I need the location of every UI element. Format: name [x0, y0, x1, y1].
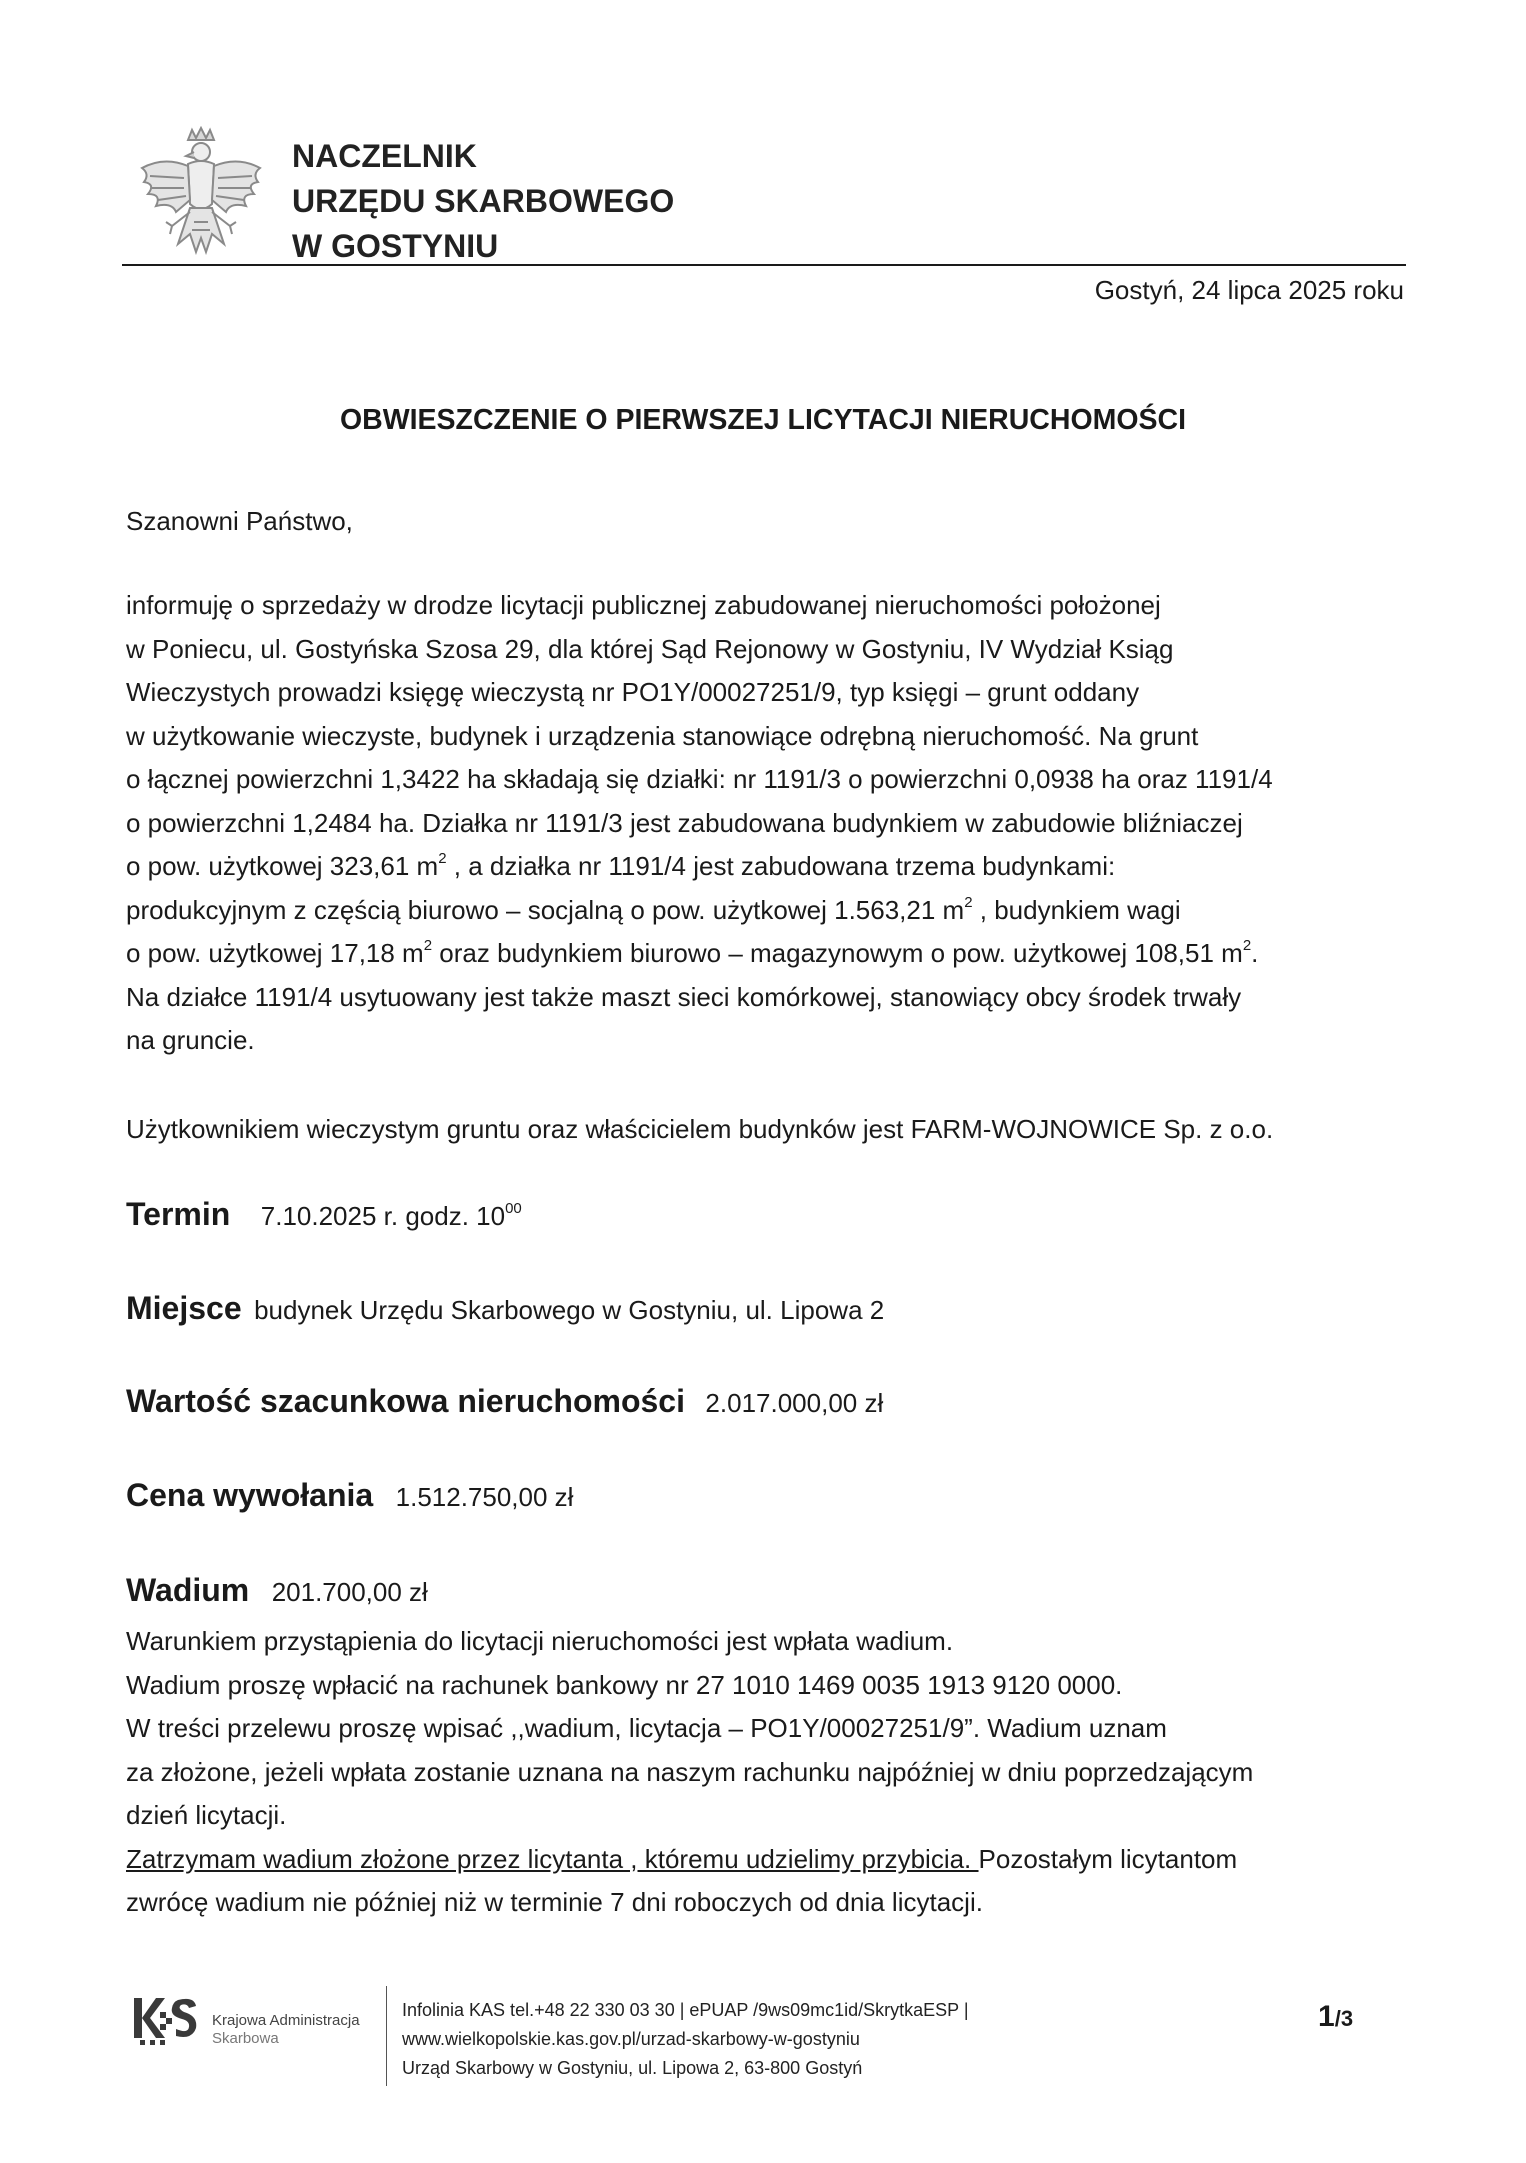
paragraph-line: w użytkowanie wieczyste, budynek i urządzenia stanowiące odrębną nieruchomość. Na grunt — [126, 720, 1199, 751]
owner-statement: Użytkownikiem wieczystym gruntu oraz właścicielem budynków jest FARM-WOJNOWICE Sp. z o.o. — [126, 1114, 1274, 1144]
header-divider — [122, 264, 1406, 266]
main-paragraph — [126, 584, 1273, 1063]
office-line-1: NACZELNIK — [292, 138, 477, 174]
field-value: 2.017.000,00 zł — [705, 1388, 884, 1418]
paragraph-line: W treści przelewu proszę wpisać ,,wadium, licytacja – PO1Y/00027251/9”. Wadium uznam — [126, 1713, 1167, 1743]
paragraph-line: Na działce 1191/4 usytuowany jest także maszt sieci komórkowej, stanowiący obcy środek trwały — [126, 981, 1242, 1012]
paragraph-line: o pow. użytkowej 323,61 $m^2$ , a działka nr 1191/4 jest zabudowana trzema budynkami: — [126, 850, 1116, 881]
paragraph-line: o łącznej powierzchni 1,3422 ha składają się działki: nr 1191/3 o powierzchni 0,0938 ha oraz 1191/4 — [126, 764, 1273, 794]
field-label: Termin — [126, 1196, 231, 1232]
document-title: OBWIESZCZENIE O PIERWSZEJ LICYTACJI NIERUCHOMOŚCI — [339, 404, 1187, 436]
estimated-value-field — [126, 1383, 883, 1420]
field-label: Cena wywołania — [126, 1477, 374, 1513]
paragraph-line: zwrócę wadium nie później niż w terminie 7 dni roboczych od dnia licytacji. — [126, 1887, 983, 1917]
paragraph-line: Zatrzymam wadium złożone przez licytanta , któremu udzielimy przybicia. Pozostałym licytantom — [126, 1843, 1238, 1874]
footer-line-2: www.wielkopolskie.kas.gov.pl/urzad-skarbowy-w-gostyniu — [402, 2029, 860, 2049]
kas-name-line-2: Skarbowa — [212, 2030, 279, 2047]
page-number: 1/3 — [1318, 2000, 1354, 2033]
field-label: Wartość szacunkowa nieruchomości — [126, 1383, 685, 1419]
field-value: budynek Urzędu Skarbowego w Gostyniu, ul. Lipowa 2 — [254, 1295, 885, 1325]
polish-eagle-emblem-icon — [136, 126, 266, 266]
starting-price-field — [126, 1477, 573, 1514]
field-value: 7.10.2025 r. godz. $10^{00}$ — [260, 1200, 522, 1231]
paragraph-line: dzień licytacji. — [126, 1800, 287, 1830]
superscript: 2 — [964, 893, 973, 911]
superscript: 2 — [423, 937, 433, 955]
kas-name-line-1: Krajowa Administracja — [212, 2012, 360, 2029]
greeting: Szanowni Państwo, — [126, 506, 353, 536]
paragraph-line: Wadium proszę wpłacić na rachunek bankowy nr 27 1010 1469 0035 1913 9120 0000. — [126, 1669, 1123, 1700]
superscript: 2 — [1242, 937, 1252, 955]
footer-line-3: Urząd Skarbowy w Gostyniu, ul. Lipowa 2, 63-800 Gostyń — [402, 2058, 863, 2078]
issuing-office — [292, 134, 674, 269]
footer-line-1: Infolinia KAS tel.+48 22 330 03 30 | ePUAP /9ws09mc1id/SkrytkaESP | — [402, 2000, 969, 2020]
underlined-text: Zatrzymam wadium złożone przez licytanta , któremu udzielimy przybicia. — [126, 1843, 979, 1874]
kas-logo-icon — [132, 1992, 202, 2046]
paragraph-line: za złożone, jeżeli wpłata zostanie uznana na naszym rachunku najpóźniej w dniu poprzedzającym — [126, 1756, 1254, 1787]
footer-divider — [386, 1986, 387, 2086]
deposit-field — [126, 1572, 428, 1609]
superscript: 2 — [438, 850, 447, 868]
field-value: 201.700,00 zł — [271, 1577, 428, 1607]
document-date: Gostyń, 24 lipca 2025 roku — [1094, 275, 1404, 305]
paragraph-line: Warunkiem przystąpienia do licytacji nieruchomości jest wpłata wadium. — [126, 1626, 954, 1656]
kas-logo-text — [212, 2012, 360, 2048]
auction-place-field — [126, 1290, 884, 1327]
paragraph-line: informuję o sprzedaży w drodze licytacji publicznej zabudowanej nieruchomości położonej — [126, 590, 1161, 620]
superscript: 00 — [505, 1200, 522, 1218]
paragraph-line: produkcyjnym z częścią biurowo – socjalną o pow. użytkowej 1.563,21 $m^2$ , budynkiem wagi — [126, 893, 1181, 925]
field-value: 1.512.750,00 zł — [395, 1482, 574, 1512]
office-line-3: W GOSTYNIU — [292, 228, 499, 264]
footer-contact-info — [402, 1996, 969, 2083]
paragraph-line: na gruncie. — [126, 1025, 255, 1055]
paragraph-line: o powierzchni 1,2484 ha. Działka nr 1191/3 jest zabudowana budynkiem w zabudowie bliźniaczej — [126, 807, 1243, 838]
deposit-paragraph — [126, 1620, 1253, 1925]
paragraph-line: w Poniecu, ul. Gostyńska Szosa 29, dla której Sąd Rejonowy w Gostyniu, IV Wydział Ksiąg — [126, 633, 1174, 664]
auction-date-field — [126, 1196, 522, 1233]
field-label: Wadium — [126, 1572, 250, 1608]
office-line-2: URZĘDU SKARBOWEGO — [292, 183, 675, 219]
paragraph-line: o pow. użytkowej 17,18 $m^2$ oraz budynkiem biurowo – magazynowym o pow. użytkowej 108,51 $m^2$. — [126, 937, 1259, 968]
paragraph-line: Wieczystych prowadzi księgę wieczystą nr PO1Y/00027251/9, typ księgi – grunt oddany — [126, 677, 1140, 707]
field-label: Miejsce — [126, 1290, 242, 1326]
